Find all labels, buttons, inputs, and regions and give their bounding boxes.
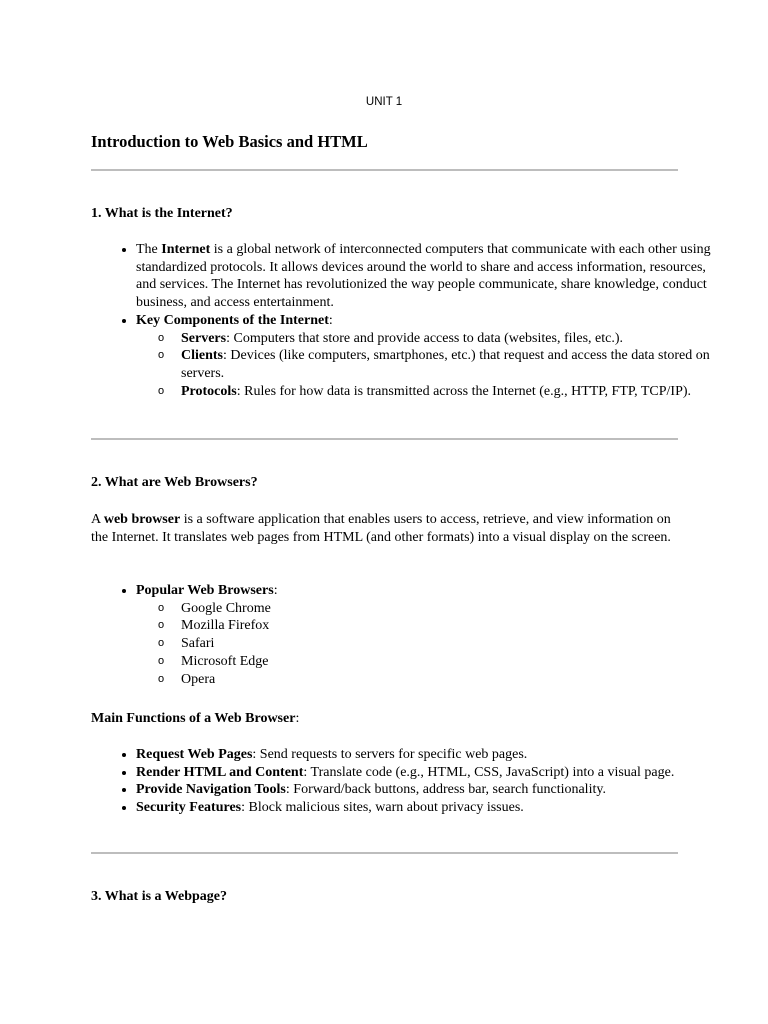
divider [91, 169, 678, 171]
sub-list-item: o Microsoft Edge [181, 653, 728, 671]
text: : [295, 711, 300, 726]
text: : Computers that store and provide access to data (websites, files, etc.). [226, 330, 624, 346]
list-item [136, 764, 728, 782]
sub-list-item [181, 383, 728, 401]
bold-term: Clients [181, 348, 223, 364]
bold-term: Provide Navigation Tools [136, 782, 286, 798]
sub-list-item [181, 330, 728, 348]
sub-list [136, 330, 728, 401]
list-item [136, 799, 728, 817]
bold-term: Key Components of the Internet [136, 312, 329, 328]
bold-term: Internet [161, 242, 211, 257]
document-title: Introduction to Web Basics and HTML [91, 132, 368, 151]
bold-term: Request Web Pages [136, 747, 253, 762]
bold-term: Main Functions of a Web Browser [91, 711, 296, 726]
text: : Translate code (e.g., HTML, CSS, JavaScript) into a visual page. [303, 764, 675, 780]
bold-term: Security Features [136, 800, 242, 816]
list-item [136, 582, 728, 688]
text: : Send requests to servers for specific web pages. [252, 747, 528, 762]
list-item [136, 746, 728, 764]
sub-list-item: o Safari [181, 635, 728, 653]
functions-heading [91, 710, 681, 728]
text: : Devices (like computers, smartphones, etc.) that request and access the data stored on servers. [181, 348, 710, 381]
sub-list [136, 600, 728, 689]
list-item [136, 241, 728, 312]
text: : Block malicious sites, warn about privacy issues. [241, 800, 524, 816]
section-2-intro [91, 511, 681, 546]
section-1-list [91, 241, 728, 400]
sub-list-item: o Mozilla Firefox [181, 617, 728, 635]
text: : Forward/back buttons, address bar, search functionality. [285, 782, 606, 798]
bold-term: web browser [103, 512, 181, 527]
divider [91, 438, 678, 440]
text: : Rules for how data is transmitted across the Internet (e.g., HTTP, FTP, TCP/IP). [236, 383, 692, 399]
sub-list-item [181, 347, 728, 382]
bold-term: Servers [181, 330, 227, 346]
list-item [136, 312, 728, 401]
text: is a global network of interconnected computers that communicate with each other using standardized protocols. It allows devices around the world to share and access information, resources, and services. The Internet has revolutionized the way people communicate, share knowledge, conduct business, and access entertainment. [136, 242, 711, 311]
section-2-heading: 2. What are Web Browsers? [91, 475, 258, 490]
text: : [273, 583, 278, 598]
sub-list-item: o Google Chrome [181, 600, 728, 618]
bold-term: Render HTML and Content [136, 764, 304, 780]
section-3-heading: 3. What is a Webpage? [91, 889, 228, 904]
text: The [136, 242, 162, 257]
divider [91, 852, 678, 854]
text: A [91, 512, 104, 527]
unit-label: UNIT 1 [365, 96, 403, 108]
bold-term: Protocols [181, 383, 237, 399]
sub-list-item: o Opera [181, 671, 728, 689]
bold-term: Popular Web Browsers [136, 583, 274, 598]
text: is a software application that enables users to access, retrieve, and view information on the Internet. It translates web pages from HTML (and other formats) into a visual display on the screen. [91, 512, 671, 545]
section-1-heading: 1. What is the Internet? [91, 206, 233, 221]
browsers-list [91, 582, 728, 688]
list-item [136, 781, 728, 799]
text: : [328, 312, 333, 328]
functions-list [91, 746, 728, 817]
